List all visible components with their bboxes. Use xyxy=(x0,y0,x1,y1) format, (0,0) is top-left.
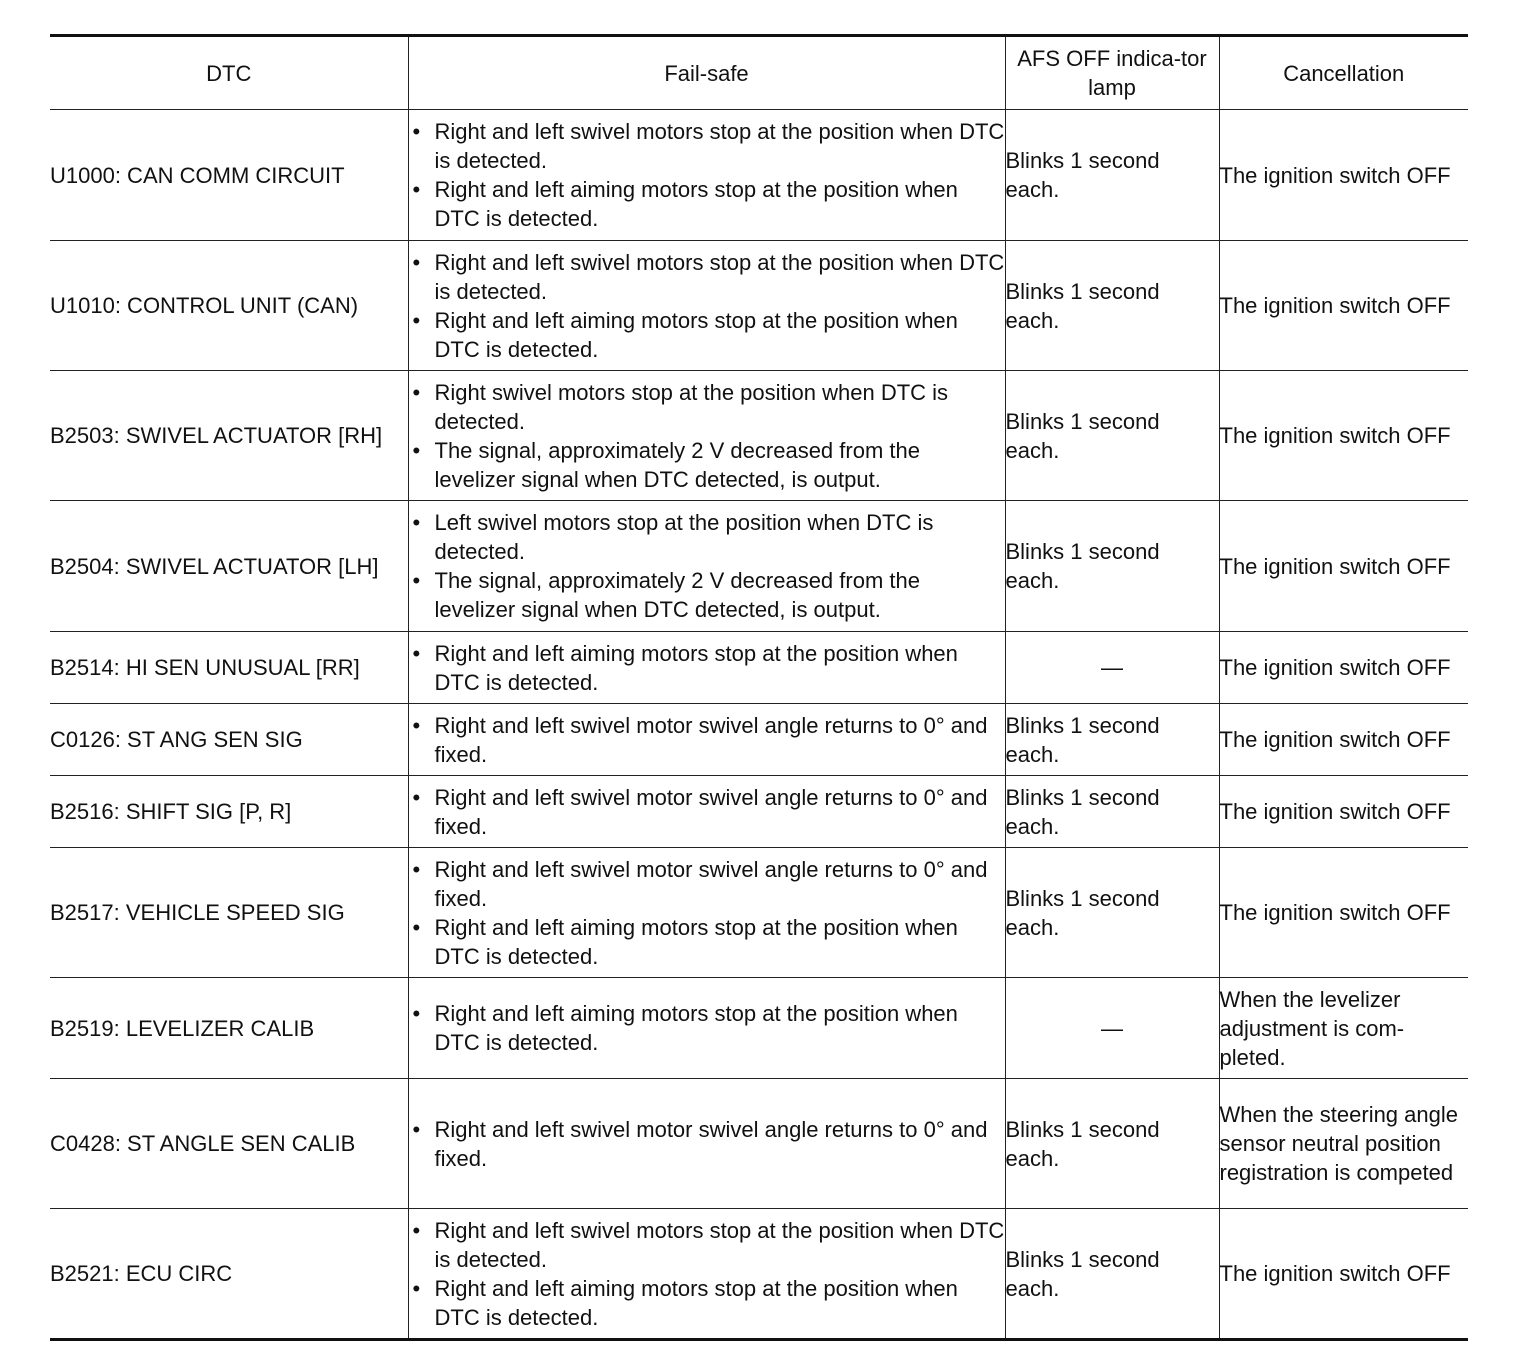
list-item: • Right and left swivel motor swivel angle returns to 0° and fixed. xyxy=(409,855,1005,913)
table-row xyxy=(50,776,1468,848)
table-row xyxy=(50,978,1468,1079)
dtc-code-cell: B2503: SWIVEL ACTUATOR [RH] xyxy=(50,371,408,501)
failsafe-cell xyxy=(408,241,1005,371)
dtc-code-cell: U1000: CAN COMM CIRCUIT xyxy=(50,110,408,241)
dtc-code-cell: B2504: SWIVEL ACTUATOR [LH] xyxy=(50,501,408,632)
list-item: • Right and left swivel motor swivel angle returns to 0° and fixed. xyxy=(409,711,1005,769)
failsafe-list xyxy=(409,783,1005,841)
list-item: • Right and left swivel motors stop at the position when DTC is detected. xyxy=(409,117,1005,175)
cancellation-cell: When the levelizer adjustment is com-pleted. xyxy=(1219,978,1468,1079)
indicator-lamp-cell: Blinks 1 second each. xyxy=(1005,501,1219,632)
list-item: • Right and left swivel motor swivel angle returns to 0° and fixed. xyxy=(409,783,1005,841)
cancellation-cell: The ignition switch OFF xyxy=(1219,501,1468,632)
table-row xyxy=(50,1079,1468,1209)
cancellation-cell: The ignition switch OFF xyxy=(1219,776,1468,848)
cancellation-cell: The ignition switch OFF xyxy=(1219,371,1468,501)
list-item: • Right and left swivel motors stop at the position when DTC is detected. xyxy=(409,248,1005,306)
table-header-row xyxy=(50,36,1468,110)
table-row xyxy=(50,848,1468,978)
failsafe-list xyxy=(409,639,1005,697)
dtc-code-cell: B2516: SHIFT SIG [P, R] xyxy=(50,776,408,848)
failsafe-cell xyxy=(408,848,1005,978)
indicator-lamp-cell: — xyxy=(1005,632,1219,704)
list-item: • Right and left aiming motors stop at the position when DTC is detected. xyxy=(409,1274,1005,1332)
failsafe-cell xyxy=(408,632,1005,704)
list-item: • Right and left aiming motors stop at the position when DTC is detected. xyxy=(409,175,1005,233)
failsafe-cell xyxy=(408,501,1005,632)
table-row xyxy=(50,241,1468,371)
failsafe-list xyxy=(409,855,1005,971)
cancellation-cell: The ignition switch OFF xyxy=(1219,241,1468,371)
header-cancellation: Cancellation xyxy=(1219,36,1468,110)
failsafe-list xyxy=(409,1115,1005,1173)
dtc-code-cell: U1010: CONTROL UNIT (CAN) xyxy=(50,241,408,371)
header-dtc: DTC xyxy=(50,36,408,110)
failsafe-list xyxy=(409,117,1005,233)
table-row xyxy=(50,110,1468,241)
list-item: • Right and left swivel motors stop at the position when DTC is detected. xyxy=(409,1216,1005,1274)
failsafe-cell xyxy=(408,776,1005,848)
dtc-fail-safe-table xyxy=(50,34,1468,1341)
indicator-lamp-cell: Blinks 1 second each. xyxy=(1005,110,1219,241)
failsafe-list xyxy=(409,999,1005,1057)
list-item: • The signal, approximately 2 V decreased from the levelizer signal when DTC detected, is output. xyxy=(409,566,1005,624)
indicator-lamp-cell: Blinks 1 second each. xyxy=(1005,704,1219,776)
indicator-lamp-cell: Blinks 1 second each. xyxy=(1005,776,1219,848)
failsafe-list xyxy=(409,248,1005,364)
table-row xyxy=(50,501,1468,632)
failsafe-list xyxy=(409,508,1005,624)
table-row xyxy=(50,704,1468,776)
header-lamp: AFS OFF indica-tor lamp xyxy=(1005,36,1219,110)
indicator-lamp-cell: Blinks 1 second each. xyxy=(1005,1209,1219,1340)
table-body xyxy=(50,110,1468,1340)
list-item: • Right and left swivel motor swivel angle returns to 0° and fixed. xyxy=(409,1115,1005,1173)
failsafe-list xyxy=(409,378,1005,494)
table-row xyxy=(50,371,1468,501)
dtc-code-cell: B2521: ECU CIRC xyxy=(50,1209,408,1340)
dtc-code-cell: B2517: VEHICLE SPEED SIG xyxy=(50,848,408,978)
indicator-lamp-cell: Blinks 1 second each. xyxy=(1005,848,1219,978)
cancellation-cell: The ignition switch OFF xyxy=(1219,1209,1468,1340)
dtc-code-cell: C0428: ST ANGLE SEN CALIB xyxy=(50,1079,408,1209)
failsafe-cell xyxy=(408,704,1005,776)
cancellation-cell: The ignition switch OFF xyxy=(1219,632,1468,704)
cancellation-cell: The ignition switch OFF xyxy=(1219,704,1468,776)
list-item: • The signal, approximately 2 V decreased from the levelizer signal when DTC detected, is output. xyxy=(409,436,1005,494)
indicator-lamp-cell: — xyxy=(1005,978,1219,1079)
dtc-code-cell: C0126: ST ANG SEN SIG xyxy=(50,704,408,776)
failsafe-cell xyxy=(408,371,1005,501)
list-item: • Left swivel motors stop at the position when DTC is detected. xyxy=(409,508,1005,566)
failsafe-cell xyxy=(408,978,1005,1079)
list-item: • Right and left aiming motors stop at the position when DTC is detected. xyxy=(409,999,1005,1057)
dtc-code-cell: B2514: HI SEN UNUSUAL [RR] xyxy=(50,632,408,704)
failsafe-cell xyxy=(408,1209,1005,1340)
header-failsafe: Fail-safe xyxy=(408,36,1005,110)
list-item: • Right and left aiming motors stop at the position when DTC is detected. xyxy=(409,306,1005,364)
table-row xyxy=(50,1209,1468,1340)
indicator-lamp-cell: Blinks 1 second each. xyxy=(1005,241,1219,371)
table-row xyxy=(50,632,1468,704)
failsafe-list xyxy=(409,1216,1005,1332)
failsafe-list xyxy=(409,711,1005,769)
dtc-code-cell: B2519: LEVELIZER CALIB xyxy=(50,978,408,1079)
indicator-lamp-cell: Blinks 1 second each. xyxy=(1005,371,1219,501)
failsafe-cell xyxy=(408,110,1005,241)
cancellation-cell: The ignition switch OFF xyxy=(1219,110,1468,241)
list-item: • Right and left aiming motors stop at the position when DTC is detected. xyxy=(409,639,1005,697)
cancellation-cell: When the steering angle sensor neutral position registration is competed xyxy=(1219,1079,1468,1209)
failsafe-cell xyxy=(408,1079,1005,1209)
list-item: • Right and left aiming motors stop at the position when DTC is detected. xyxy=(409,913,1005,971)
indicator-lamp-cell: Blinks 1 second each. xyxy=(1005,1079,1219,1209)
cancellation-cell: The ignition switch OFF xyxy=(1219,848,1468,978)
list-item: • Right swivel motors stop at the position when DTC is detected. xyxy=(409,378,1005,436)
